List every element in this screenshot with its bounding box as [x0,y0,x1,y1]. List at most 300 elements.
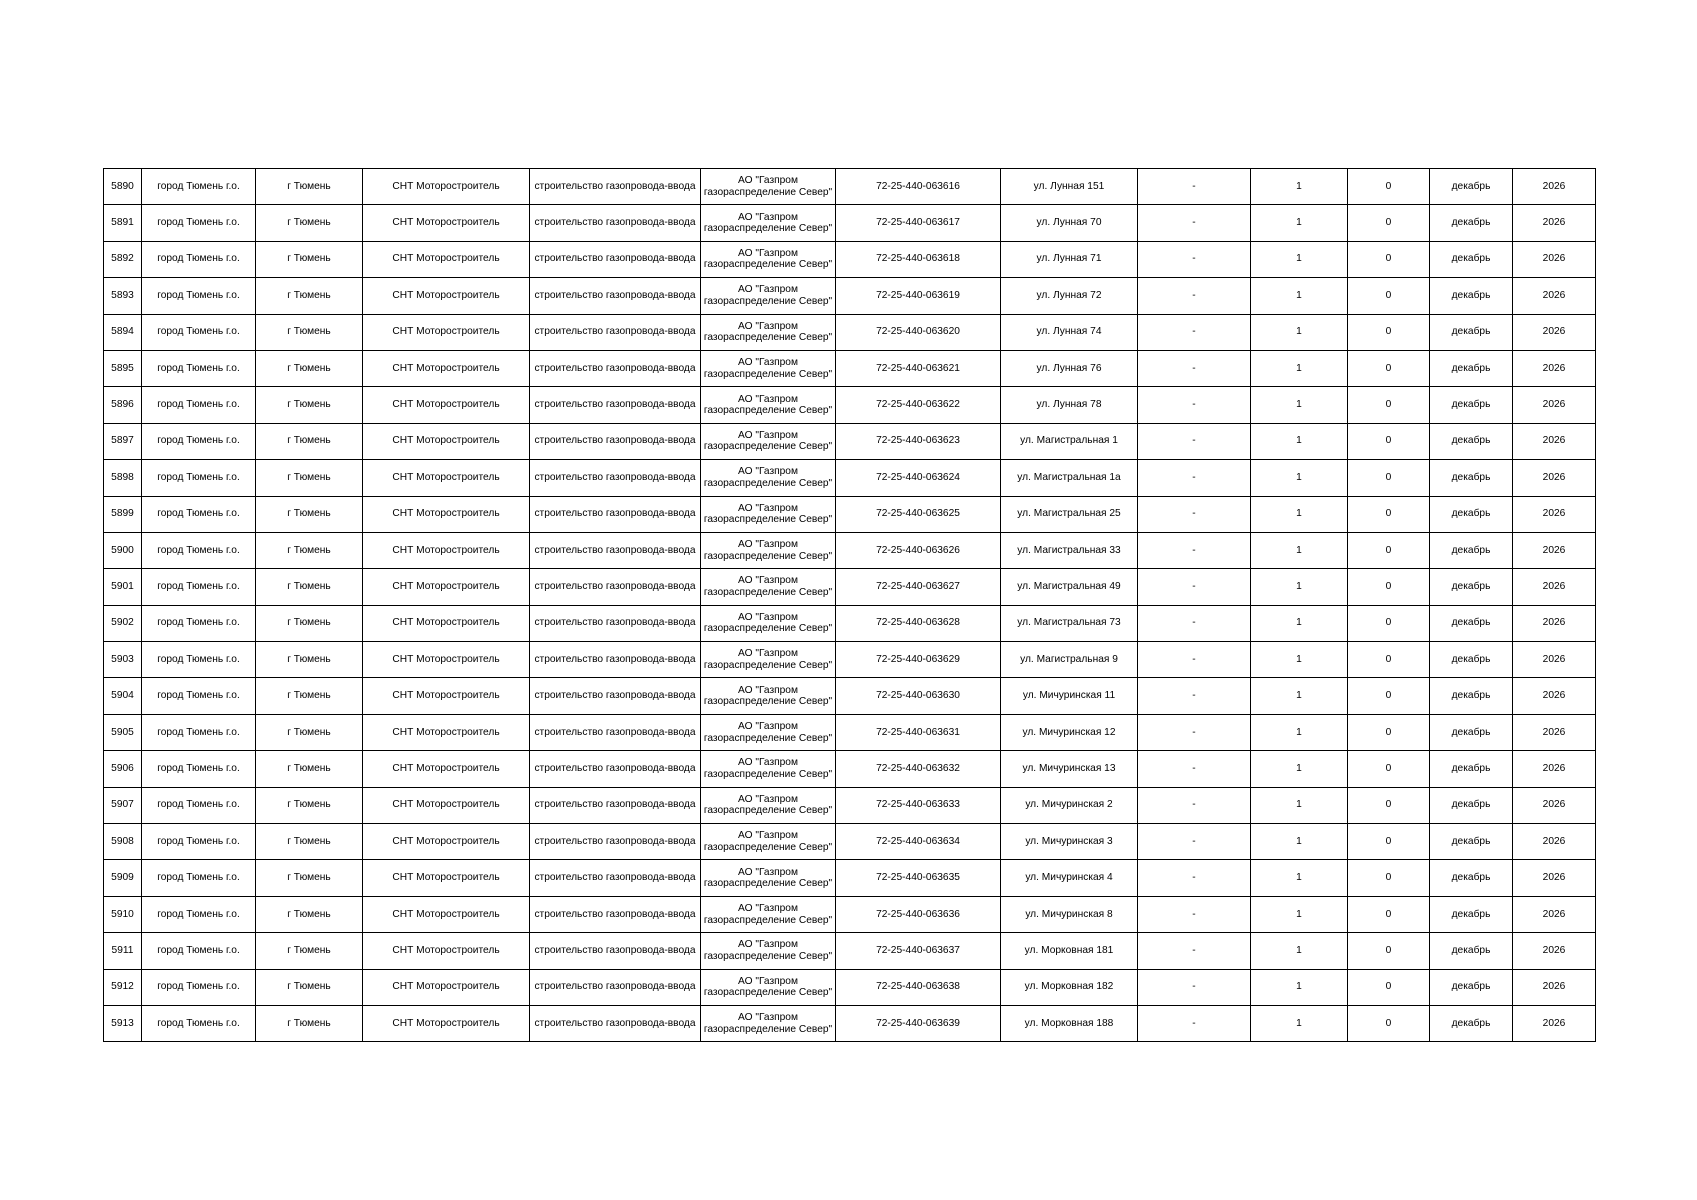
table-row [104,205,1596,241]
dash-cell: - [1138,350,1251,386]
month-cell: декабрь [1430,714,1513,750]
address-cell: ул. Морковная 181 [1001,933,1138,969]
settlement-cell: СНТ Моторостроитель [363,605,530,641]
address-cell: ул. Мичуринская 13 [1001,751,1138,787]
dash-cell: - [1138,969,1251,1005]
quantity-cell: 1 [1251,278,1348,314]
year-cell: 2026 [1513,314,1596,350]
district-cell: город Тюмень г.о. [142,787,256,823]
month-cell: декабрь [1430,205,1513,241]
address-cell: ул. Лунная 78 [1001,387,1138,423]
year-cell: 2026 [1513,1005,1596,1041]
address-cell: ул. Морковная 188 [1001,1005,1138,1041]
organization-cell [701,933,836,969]
month-cell: декабрь [1430,314,1513,350]
year-cell: 2026 [1513,824,1596,860]
dash-cell: - [1138,532,1251,568]
city-cell: г Тюмень [256,205,363,241]
table-row [104,714,1596,750]
organization-line: АО "Газпром [738,830,798,842]
work-type-cell: строительство газопровода-ввода [530,387,701,423]
organization-line: АО "Газпром [738,466,798,478]
organization-line: АО "Газпром [738,502,798,514]
city-cell: г Тюмень [256,642,363,678]
month-cell: декабрь [1430,787,1513,823]
quantity-cell: 1 [1251,824,1348,860]
row-number-cell: 5895 [104,350,142,386]
work-type-cell: строительство газопровода-ввода [530,314,701,350]
organization-line: АО "Газпром [738,320,798,332]
work-type-cell: строительство газопровода-ввода [530,1005,701,1041]
table-row [104,933,1596,969]
work-type-cell: строительство газопровода-ввода [530,460,701,496]
settlement-cell: СНТ Моторостроитель [363,1005,530,1041]
organization-cell [701,205,836,241]
table-row [104,860,1596,896]
settlement-cell: СНТ Моторостроитель [363,896,530,932]
organization-cell [701,169,836,205]
address-cell: ул. Лунная 72 [1001,278,1138,314]
district-cell: город Тюмень г.о. [142,532,256,568]
zero-cell: 0 [1348,169,1430,205]
zero-cell: 0 [1348,751,1430,787]
city-cell: г Тюмень [256,350,363,386]
organization-line: газораспределение Север" [703,914,833,926]
row-number-cell: 5905 [104,714,142,750]
organization-line: АО "Газпром [738,757,798,769]
table-row [104,569,1596,605]
dash-cell: - [1138,1005,1251,1041]
organization-cell [701,314,836,350]
settlement-cell: СНТ Моторостроитель [363,642,530,678]
quantity-cell: 1 [1251,896,1348,932]
quantity-cell: 1 [1251,751,1348,787]
year-cell: 2026 [1513,460,1596,496]
year-cell: 2026 [1513,241,1596,277]
address-cell: ул. Мичуринская 4 [1001,860,1138,896]
address-cell: ул. Лунная 76 [1001,350,1138,386]
organization-line: АО "Газпром [738,284,798,296]
work-type-cell: строительство газопровода-ввода [530,787,701,823]
object-code-cell: 72-25-440-063627 [836,569,1001,605]
month-cell: декабрь [1430,241,1513,277]
organization-cell [701,569,836,605]
zero-cell: 0 [1348,787,1430,823]
table-row [104,678,1596,714]
month-cell: декабрь [1430,751,1513,787]
dash-cell: - [1138,714,1251,750]
settlement-cell: СНТ Моторостроитель [363,241,530,277]
city-cell: г Тюмень [256,969,363,1005]
district-cell: город Тюмень г.о. [142,569,256,605]
quantity-cell: 1 [1251,933,1348,969]
organization-line: АО "Газпром [738,1012,798,1024]
organization-line: АО "Газпром [738,975,798,987]
object-code-cell: 72-25-440-063622 [836,387,1001,423]
row-number-cell: 5890 [104,169,142,205]
organization-line: АО "Газпром [738,903,798,914]
organization-line: газораспределение Север" [703,514,833,526]
table-row [104,824,1596,860]
district-cell: город Тюмень г.о. [142,205,256,241]
month-cell: декабрь [1430,460,1513,496]
district-cell: город Тюмень г.о. [142,1005,256,1041]
organization-line: газораспределение Север" [703,950,833,962]
dash-cell: - [1138,314,1251,350]
organization-cell [701,423,836,459]
organization-line: газораспределение Север" [703,732,833,744]
organization-cell [701,896,836,932]
settlement-cell: СНТ Моторостроитель [363,314,530,350]
dash-cell: - [1138,387,1251,423]
row-number-cell: 5912 [104,969,142,1005]
organization-line: газораспределение Север" [703,405,833,417]
quantity-cell: 1 [1251,460,1348,496]
city-cell: г Тюмень [256,423,363,459]
city-cell: г Тюмень [256,532,363,568]
table-row [104,460,1596,496]
work-type-cell: строительство газопровода-ввода [530,969,701,1005]
district-cell: город Тюмень г.о. [142,605,256,641]
quantity-cell: 1 [1251,350,1348,386]
organization-cell [701,532,836,568]
address-cell: ул. Магистральная 1 [1001,423,1138,459]
year-cell: 2026 [1513,387,1596,423]
row-number-cell: 5913 [104,1005,142,1041]
year-cell: 2026 [1513,569,1596,605]
city-cell: г Тюмень [256,169,363,205]
row-number-cell: 5903 [104,642,142,678]
quantity-cell: 1 [1251,860,1348,896]
settlement-cell: СНТ Моторостроитель [363,532,530,568]
year-cell: 2026 [1513,605,1596,641]
organization-cell [701,350,836,386]
organization-line: АО "Газпром [738,575,798,587]
district-cell: город Тюмень г.о. [142,169,256,205]
address-cell: ул. Лунная 74 [1001,314,1138,350]
object-code-cell: 72-25-440-063639 [836,1005,1001,1041]
quantity-cell: 1 [1251,678,1348,714]
month-cell: декабрь [1430,350,1513,386]
dash-cell: - [1138,824,1251,860]
month-cell: декабрь [1430,860,1513,896]
dash-cell: - [1138,496,1251,532]
address-cell: ул. Мичуринская 3 [1001,824,1138,860]
year-cell: 2026 [1513,751,1596,787]
table-row [104,169,1596,205]
settlement-cell: СНТ Моторостроитель [363,460,530,496]
row-number-cell: 5891 [104,205,142,241]
organization-line: АО "Газпром [738,539,798,551]
zero-cell: 0 [1348,532,1430,568]
object-code-cell: 72-25-440-063628 [836,605,1001,641]
gas-connection-table [103,168,1596,1042]
organization-line: газораспределение Север" [703,586,833,598]
zero-cell: 0 [1348,496,1430,532]
address-cell: ул. Лунная 151 [1001,169,1138,205]
city-cell: г Тюмень [256,860,363,896]
organization-line: АО "Газпром [738,211,798,223]
row-number-cell: 5896 [104,387,142,423]
organization-line: газораспределение Север" [703,623,833,635]
organization-cell [701,824,836,860]
address-cell: ул. Мичуринская 2 [1001,787,1138,823]
settlement-cell: СНТ Моторостроитель [363,933,530,969]
organization-line: АО "Газпром [738,611,798,623]
address-cell: ул. Магистральная 25 [1001,496,1138,532]
object-code-cell: 72-25-440-063629 [836,642,1001,678]
object-code-cell: 72-25-440-063634 [836,824,1001,860]
organization-cell [701,751,836,787]
address-cell: ул. Магистральная 9 [1001,642,1138,678]
city-cell: г Тюмень [256,241,363,277]
object-code-cell: 72-25-440-063618 [836,241,1001,277]
object-code-cell: 72-25-440-063621 [836,350,1001,386]
year-cell: 2026 [1513,350,1596,386]
city-cell: г Тюмень [256,1005,363,1041]
district-cell: город Тюмень г.о. [142,387,256,423]
organization-cell [701,787,836,823]
dash-cell: - [1138,605,1251,641]
settlement-cell: СНТ Моторостроитель [363,496,530,532]
city-cell: г Тюмень [256,314,363,350]
organization-line: газораспределение Север" [703,659,833,671]
object-code-cell: 72-25-440-063637 [836,933,1001,969]
object-code-cell: 72-25-440-063631 [836,714,1001,750]
zero-cell: 0 [1348,642,1430,678]
year-cell: 2026 [1513,969,1596,1005]
zero-cell: 0 [1348,933,1430,969]
settlement-cell: СНТ Моторостроитель [363,714,530,750]
object-code-cell: 72-25-440-063623 [836,423,1001,459]
table-row [104,314,1596,350]
zero-cell: 0 [1348,387,1430,423]
organization-line: газораспределение Север" [703,805,833,817]
organization-cell [701,241,836,277]
work-type-cell: строительство газопровода-ввода [530,423,701,459]
address-cell: ул. Морковная 182 [1001,969,1138,1005]
organization-cell [701,460,836,496]
district-cell: город Тюмень г.о. [142,678,256,714]
zero-cell: 0 [1348,423,1430,459]
table-row [104,605,1596,641]
organization-cell [701,278,836,314]
quantity-cell: 1 [1251,605,1348,641]
organization-line: АО "Газпром [738,721,798,733]
city-cell: г Тюмень [256,605,363,641]
district-cell: город Тюмень г.о. [142,969,256,1005]
zero-cell: 0 [1348,569,1430,605]
work-type-cell: строительство газопровода-ввода [530,751,701,787]
row-number-cell: 5908 [104,824,142,860]
city-cell: г Тюмень [256,896,363,932]
district-cell: город Тюмень г.о. [142,423,256,459]
month-cell: декабрь [1430,933,1513,969]
district-cell: город Тюмень г.о. [142,460,256,496]
object-code-cell: 72-25-440-063626 [836,532,1001,568]
dash-cell: - [1138,860,1251,896]
address-cell: ул. Магистральная 33 [1001,532,1138,568]
work-type-cell: строительство газопровода-ввода [530,496,701,532]
address-cell: ул. Магистральная 1а [1001,460,1138,496]
object-code-cell: 72-25-440-063636 [836,896,1001,932]
district-cell: город Тюмень г.о. [142,933,256,969]
zero-cell: 0 [1348,241,1430,277]
year-cell: 2026 [1513,933,1596,969]
quantity-cell: 1 [1251,387,1348,423]
zero-cell: 0 [1348,278,1430,314]
organization-line: газораспределение Север" [703,696,833,708]
quantity-cell: 1 [1251,241,1348,277]
row-number-cell: 5899 [104,496,142,532]
work-type-cell: строительство газопровода-ввода [530,532,701,568]
object-code-cell: 72-25-440-063632 [836,751,1001,787]
object-code-cell: 72-25-440-063635 [836,860,1001,896]
month-cell: декабрь [1430,423,1513,459]
object-code-cell: 72-25-440-063619 [836,278,1001,314]
dash-cell: - [1138,278,1251,314]
organization-line: АО "Газпром [738,793,798,805]
row-number-cell: 5898 [104,460,142,496]
quantity-cell: 1 [1251,496,1348,532]
organization-line: АО "Газпром [738,648,798,660]
dash-cell: - [1138,896,1251,932]
work-type-cell: строительство газопровода-ввода [530,169,701,205]
dash-cell: - [1138,460,1251,496]
zero-cell: 0 [1348,460,1430,496]
organization-line: АО "Газпром [738,429,798,441]
city-cell: г Тюмень [256,387,363,423]
address-cell: ул. Мичуринская 8 [1001,896,1138,932]
organization-line: газораспределение Север" [703,768,833,780]
work-type-cell: строительство газопровода-ввода [530,205,701,241]
quantity-cell: 1 [1251,205,1348,241]
table-row [104,387,1596,423]
dash-cell: - [1138,169,1251,205]
address-cell: ул. Лунная 70 [1001,205,1138,241]
object-code-cell: 72-25-440-063617 [836,205,1001,241]
table-row [104,1005,1596,1041]
district-cell: город Тюмень г.о. [142,496,256,532]
object-code-cell: 72-25-440-063630 [836,678,1001,714]
table-row [104,751,1596,787]
organization-line: газораспределение Север" [703,223,833,235]
settlement-cell: СНТ Моторостроитель [363,423,530,459]
city-cell: г Тюмень [256,569,363,605]
row-number-cell: 5911 [104,933,142,969]
organization-line: газораспределение Север" [703,878,833,890]
month-cell: декабрь [1430,532,1513,568]
quantity-cell: 1 [1251,714,1348,750]
work-type-cell: строительство газопровода-ввода [530,678,701,714]
row-number-cell: 5893 [104,278,142,314]
dash-cell: - [1138,933,1251,969]
table-row [104,896,1596,932]
year-cell: 2026 [1513,496,1596,532]
zero-cell: 0 [1348,314,1430,350]
month-cell: декабрь [1430,496,1513,532]
year-cell: 2026 [1513,714,1596,750]
city-cell: г Тюмень [256,787,363,823]
organization-line: газораспределение Север" [703,332,833,344]
table-row [104,241,1596,277]
work-type-cell: строительство газопровода-ввода [530,824,701,860]
district-cell: город Тюмень г.о. [142,714,256,750]
month-cell: декабрь [1430,1005,1513,1041]
organization-line: газораспределение Север" [703,841,833,853]
row-number-cell: 5909 [104,860,142,896]
settlement-cell: СНТ Моторостроитель [363,205,530,241]
month-cell: декабрь [1430,169,1513,205]
row-number-cell: 5901 [104,569,142,605]
settlement-cell: СНТ Моторостроитель [363,787,530,823]
work-type-cell: строительство газопровода-ввода [530,896,701,932]
month-cell: декабрь [1430,278,1513,314]
object-code-cell: 72-25-440-063616 [836,169,1001,205]
organization-line: газораспределение Север" [703,186,833,198]
year-cell: 2026 [1513,678,1596,714]
object-code-cell: 72-25-440-063624 [836,460,1001,496]
zero-cell: 0 [1348,350,1430,386]
city-cell: г Тюмень [256,714,363,750]
city-cell: г Тюмень [256,460,363,496]
row-number-cell: 5897 [104,423,142,459]
quantity-cell: 1 [1251,969,1348,1005]
organization-cell [701,969,836,1005]
object-code-cell: 72-25-440-063625 [836,496,1001,532]
address-cell: ул. Лунная 71 [1001,241,1138,277]
table-row [104,496,1596,532]
district-cell: город Тюмень г.о. [142,314,256,350]
organization-line: газораспределение Север" [703,477,833,489]
district-cell: город Тюмень г.о. [142,860,256,896]
row-number-cell: 5894 [104,314,142,350]
year-cell: 2026 [1513,642,1596,678]
city-cell: г Тюмень [256,496,363,532]
organization-cell [701,678,836,714]
year-cell: 2026 [1513,860,1596,896]
organization-line: газораспределение Север" [703,987,833,999]
table-row [104,642,1596,678]
table-row [104,423,1596,459]
month-cell: декабрь [1430,678,1513,714]
object-code-cell: 72-25-440-063633 [836,787,1001,823]
year-cell: 2026 [1513,532,1596,568]
organization-line: АО "Газпром [738,684,798,696]
dash-cell: - [1138,423,1251,459]
row-number-cell: 5906 [104,751,142,787]
address-cell: ул. Мичуринская 12 [1001,714,1138,750]
city-cell: г Тюмень [256,824,363,860]
zero-cell: 0 [1348,714,1430,750]
address-cell: ул. Магистральная 49 [1001,569,1138,605]
row-number-cell: 5892 [104,241,142,277]
zero-cell: 0 [1348,205,1430,241]
row-number-cell: 5900 [104,532,142,568]
month-cell: декабрь [1430,824,1513,860]
organization-line: АО "Газпром [738,357,798,369]
organization-cell [701,1005,836,1041]
year-cell: 2026 [1513,896,1596,932]
address-cell: ул. Магистральная 73 [1001,605,1138,641]
quantity-cell: 1 [1251,642,1348,678]
dash-cell: - [1138,205,1251,241]
settlement-cell: СНТ Моторостроитель [363,169,530,205]
zero-cell: 0 [1348,1005,1430,1041]
organization-cell [701,860,836,896]
work-type-cell: строительство газопровода-ввода [530,278,701,314]
organization-cell [701,714,836,750]
